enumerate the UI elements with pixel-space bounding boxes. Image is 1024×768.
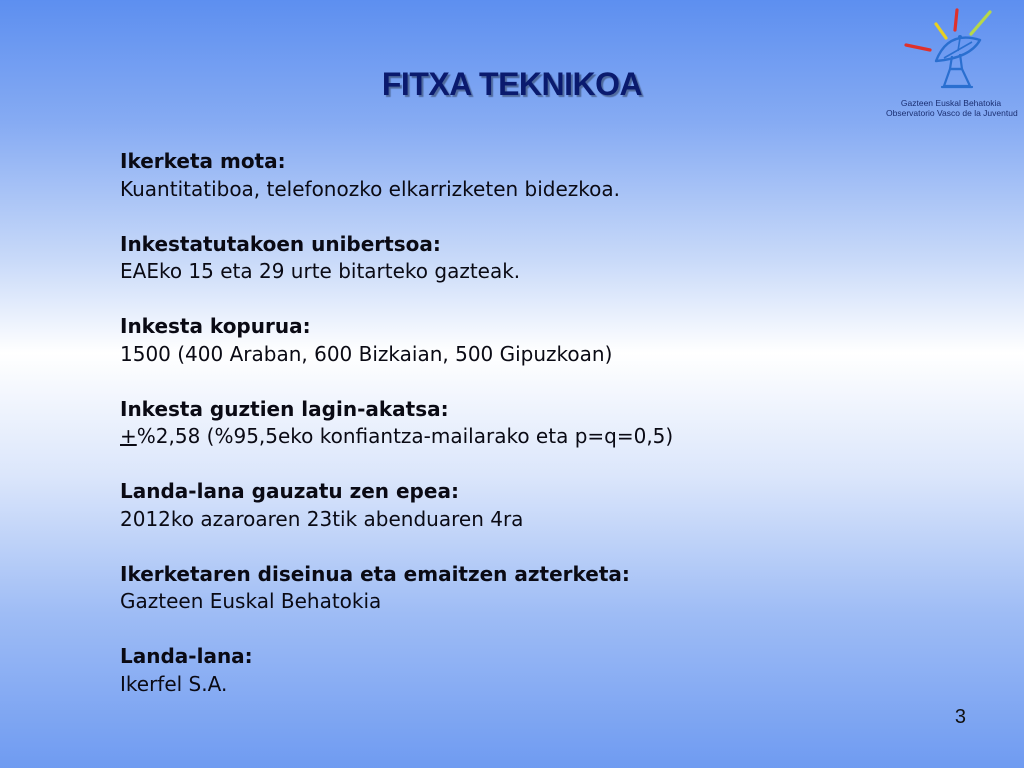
page-number: 3	[954, 706, 966, 728]
section-label: Landa-lana:	[120, 644, 253, 668]
section-universe	[120, 231, 920, 286]
section-value: EAEko 15 eta 29 urte bitarteko gazteak.	[120, 259, 521, 283]
section-research-type	[120, 148, 920, 203]
section-value: Gazteen Euskal Behatokia	[120, 589, 382, 613]
technical-sheet-content	[120, 148, 920, 698]
section-value: %2,58 (%95,5eko konfiantza-mailarako eta p=q=0,5)	[136, 424, 674, 448]
section-label: Landa-lana gauzatu zen epea:	[120, 479, 459, 503]
section-value-wrapper	[120, 423, 920, 451]
section-value: Kuantitatiboa, telefonozko elkarrizketen bidezkoa.	[120, 176, 620, 201]
section-label: Ikerketa mota:	[120, 149, 286, 173]
section-survey-count	[120, 313, 920, 368]
section-fieldwork	[120, 643, 920, 698]
section-design-analysis	[120, 561, 920, 616]
section-label: Inkestatutakoen unibertsoa:	[120, 231, 441, 256]
slide-title: FITXA TEKNIKOA	[381, 66, 643, 102]
section-fieldwork-period	[120, 478, 920, 533]
section-sampling-error	[120, 396, 920, 451]
section-label: Inkesta guztien lagin-akatsa:	[120, 396, 449, 421]
section-label: Inkesta kopurua:	[120, 314, 311, 338]
section-value: 1500 (400 Araban, 600 Bizkaian, 500 Gipuzkoan)	[120, 341, 613, 366]
section-label: Ikerketaren diseinua eta emaitzen azterketa:	[120, 561, 630, 586]
logo-line-1: Gazteen Euskal Behatokia	[900, 98, 1002, 108]
logo-line-2: Observatorio Vasco de la Juventud	[886, 108, 1018, 118]
section-value: 2012ko azaroaren 23tik abenduaren 4ra	[120, 506, 524, 531]
section-value: Ikerfel S.A.	[120, 671, 228, 696]
plus-minus-sign: +	[120, 424, 137, 448]
